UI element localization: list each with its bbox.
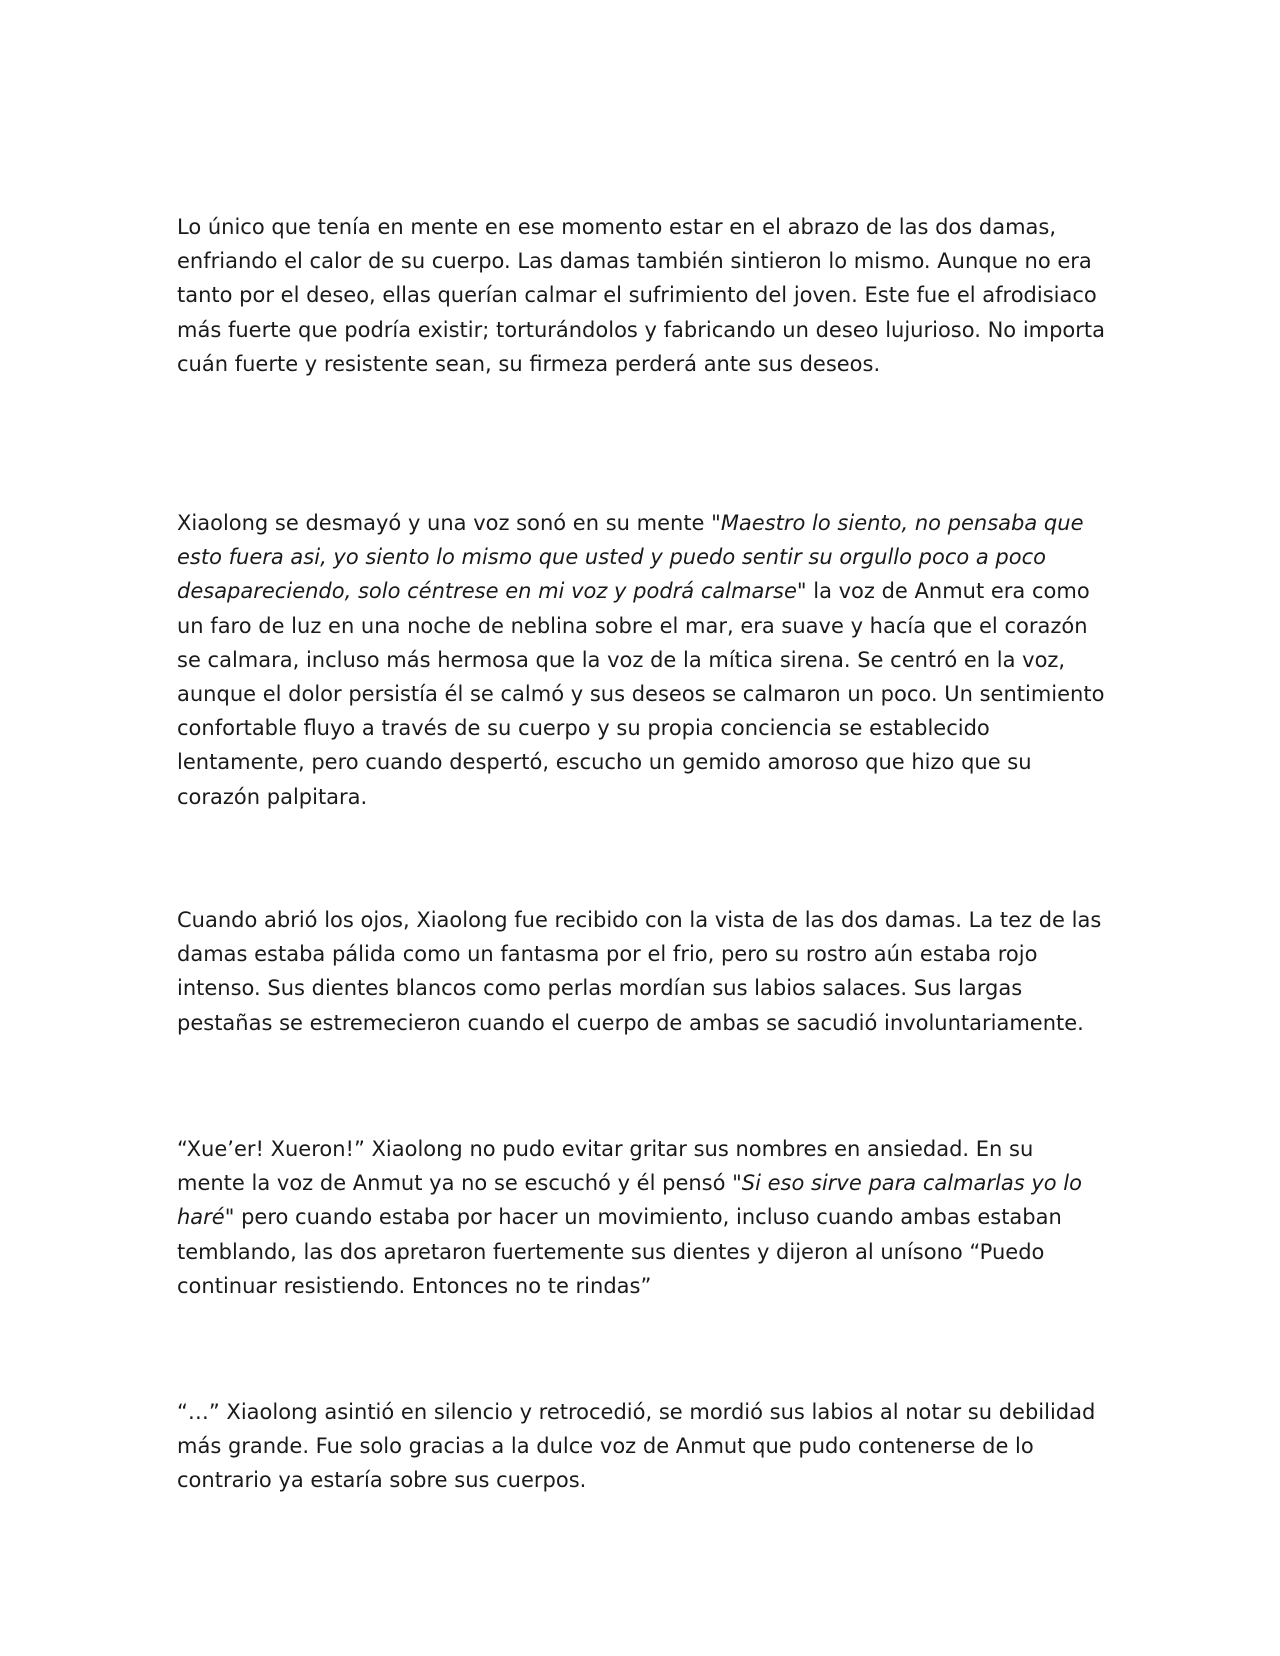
paragraph-3 [177, 903, 1107, 1040]
paragraph-5-text: “…” Xiaolong asintió en silencio y retrocedió, se mordió sus labios al notar su debilidad más grande. Fue solo gracias a la dulce voz de Anmut que pudo contenerse de lo contrario ya estaría sobre sus cuerpos. [177, 1400, 1096, 1493]
paragraph-2-text-continued: la voz de Anmut era como un faro de luz en una noche de neblina sobre el mar, era suave y hacía que el corazón se calmara, incluso más hermosa que la voz de la mítica sirena. Se centró en la voz, aunque el dolor persistía él se calmó y sus deseos se calmaron un poco. Un sentimiento confortable fluyo a través de su cuerpo y su propia conciencia se establecido lentamente, pero cuando despertó, escucho un gemido amoroso que hizo que su corazón palpitara. [177, 579, 1105, 809]
paragraph-2-text: Xiaolong se desmayó y una voz sonó en su mente [177, 511, 712, 535]
paragraph-4-text-continued: pero cuando estaba por hacer un movimiento, incluso cuando ambas estaban temblando, las dos apretaron fuertemente sus dientes y dijeron al unísono “Puedo continuar resistiendo. Entonces no te rindas” [177, 1205, 1062, 1298]
paragraph-3-text: Cuando abrió los ojos, Xiaolong fue recibido con la vista de las dos damas. La tez de las damas estaba pálida como un fantasma por el frio, pero su rostro aún estaba rojo intenso. Sus dientes blancos como perlas mordían sus labios salaces. Sus largas pestañas se estremecieron cuando el cuerpo de ambas se sacudió involuntariamente. [177, 908, 1102, 1035]
paragraph-1-text: Lo único que tenía en mente en ese momento estar en el abrazo de las dos damas, enfriando el calor de su cuerpo. Las damas también sintieron lo mismo. Aunque no era tanto por el deseo, ellas querían calmar el sufrimiento del joven. Este fue el afrodisiaco más fuerte que podría existir; torturándolos y fabricando un deseo lujurioso. No importa cuán fuerte y resistente sean, su firmeza perderá ante sus deseos. [177, 215, 1106, 376]
paragraph-2-italic-thought: "Maestro lo siento, no pensaba que esto fuera asi, yo siento lo mismo que usted y puedo sentir su orgullo poco a poco desapareciendo, solo céntrese en mi voz y podrá calmarse" [177, 511, 1084, 604]
paragraph-1 [177, 210, 1107, 381]
paragraph-4-italic-thought: "Si eso sirve para calmarlas yo lo haré" [177, 1171, 1082, 1230]
paragraph-4 [177, 1132, 1107, 1303]
paragraph-4-text: “Xue’er! Xueron!” Xiaolong no pudo evitar gritar sus nombres en ansiedad. En su mente la voz de Anmut ya no se escuchó y él pensó [177, 1137, 1034, 1196]
paragraph-5 [177, 1395, 1107, 1498]
paragraph-2 [177, 506, 1107, 814]
